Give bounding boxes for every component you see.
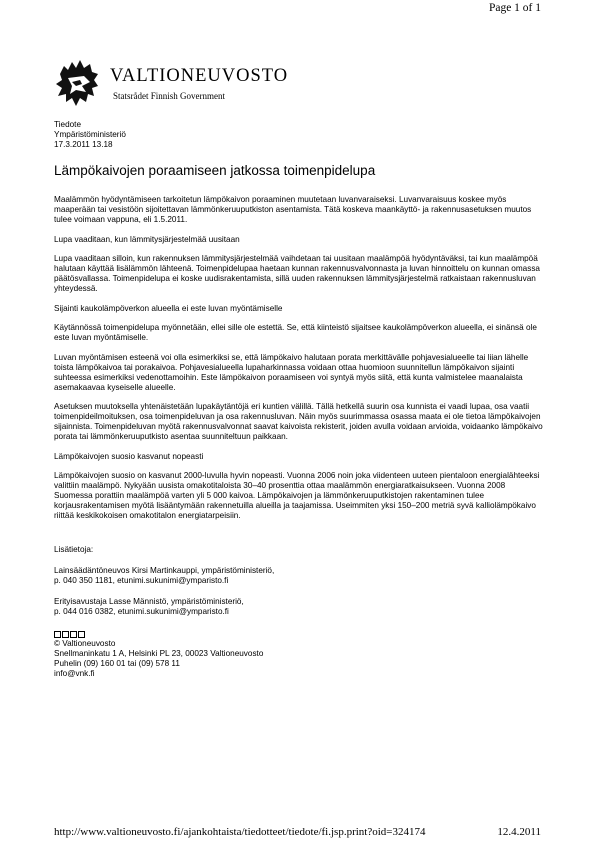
contacts-heading: Lisätietoja: bbox=[54, 545, 94, 554]
brand-name: VALTIONEUVOSTO bbox=[110, 66, 289, 86]
subheading: Lämpökaivojen suosio kasvanut nopeasti bbox=[54, 451, 204, 461]
paragraph: Maalämmön hyödyntämiseen tarkoitetun lämpökaivon poraaminen muutetaan luvanvaraiseksi. Luvanvaraisuus koskee myös maaperään tai vesistöön sijoitettavan lämmönkeruuputkiston asentamista. Tätä koskeva maankäyttö- ja rakennusasetuksen muutos tulee voimaan vappuna, eli 1.5.2011. bbox=[54, 195, 532, 224]
contact-name: Lainsäädäntöneuvos Kirsi Martinkauppi, ympäristöministeriö, bbox=[54, 566, 275, 575]
phone: Puhelin (09) 160 01 tai (09) 578 11 bbox=[54, 659, 180, 668]
subheading: Lupa vaaditaan, kun lämmitysjärjestelmää uusitaan bbox=[54, 234, 240, 244]
paragraph: Luvan myöntämisen esteenä voi olla esimerkiksi se, että lämpökaivo halutaan porata merkittävälle pohjavesialueelle tai liian lähelle toista lämpökaivoa tai porakaivoa. Pohjavesialueella lupaharkinnassa voidaan ottaa huomioon suunnitellun lämpökaivon sijainti suhteessa esimerkiksi vedenottamoihin. Este lämpökaivon poraamiseen voi syntyä myös siitä, että kunta valmistelee maanalaista asemakaavaa kyseiselle alueelle. bbox=[54, 352, 529, 392]
coat-of-arms-logo bbox=[54, 56, 102, 110]
contact-person bbox=[54, 566, 544, 586]
brand-subtitle: Statsrådet Finnish Government bbox=[113, 91, 225, 101]
contact-details: p. 044 016 0382, etunimi.sukunimi@ymparisto.fi bbox=[54, 607, 229, 616]
ministry: Ympäristöministeriö bbox=[54, 130, 126, 139]
page-number: Page 1 of 1 bbox=[488, 2, 541, 14]
subheading: Sijainti kaukolämpöverkon alueella ei este luvan myöntämiselle bbox=[54, 303, 283, 313]
lion-icon bbox=[54, 56, 102, 110]
paragraph: Lupa vaaditaan silloin, kun rakennuksen lämmitysjärjestelmää vaihdetaan tai uusitaan maalämpöä hyödyntäväksi, tai kun maalämpöä halutaan käyttää lisälämmön lähteenä. Toimenpidelupaa haetaan kunnan rakennusvalvonnasta ja luvan hinnoittelu on kunnan omassa päätösvallassa. Toimenpidelupa ei koske uudisrakentamista, sillä uuden rakennuksen lämmitysjärjestelmä ratkaistaan rakennusluvan yhteydessä. bbox=[54, 254, 540, 293]
page-title: Lämpökaivojen poraamiseen jatkossa toimenpidelupa bbox=[54, 163, 376, 178]
paragraph: Käytännössä toimenpidelupa myönnetään, ellei sille ole estettä. Se, että kiinteistö sijaitsee kaukolämpöverkon alueella, ei sinänsä ole este luvan myöntämiselle. bbox=[54, 323, 537, 342]
article-body bbox=[54, 195, 544, 531]
paragraph: Asetuksen muutoksella yhtenäistetään lupakäytäntöjä eri kuntien välillä. Tällä hetkellä suurin osa kunnista ei vaadi lupaa, osa vaatii toimenpideilmoituksen, osa toimenpideluvan ja osa rakennusluvan. Näin myös suurimmassa osassa maata ei ole tietoa lämpökaivojen sijainnista. Toimenpideluvan myötä rakennusvalvonnat saavat kaivoista rekisterit, joiden avulla voidaan arvioida, voidaanko lämpökaivo porata tai lämmönkeruuputkisto asentaa suunniteltuun paikkaan. bbox=[54, 402, 543, 441]
contacts-block bbox=[54, 545, 544, 628]
email-link[interactable]: info@vnk.fi bbox=[54, 669, 95, 678]
contact-details: p. 040 350 1181, etunimi.sukunimi@ymparisto.fi bbox=[54, 576, 229, 585]
print-url: http://www.valtioneuvosto.fi/ajankohtaista/tiedotteet/tiedote/fi.jsp.print?oid=324174 bbox=[54, 826, 426, 838]
copyright: © Valtioneuvosto bbox=[54, 639, 116, 648]
paragraph: Lämpökaivojen suosio on kasvanut 2000-luvulla hyvin nopeasti. Vuonna 2006 noin joka viidenteen uuteen pientaloon energialähteeksi valittiin maalämpö. Nykyään uusista omakotitaloista 30–40 prosenttia ottaa maalämmön energiaratkaisukseen. Vuonna 2008 Suomessa porattiin maalämpöä varten yli 5 000 kaivoa. Lämpökaivojen ja lämmönkeruuputkistojen rakentaminen tulee korjausrakentamisen myötä lisääntymään rakennetuilla alueilla ja taajamissa. Useimmiten yksi 150–200 metriä syvä kalliolämpökaivo riittää keskikokoisen omakotitalon energiatarpeisiin. bbox=[54, 471, 540, 520]
document-type: Tiedote bbox=[54, 120, 82, 129]
meta-block bbox=[54, 120, 126, 150]
decorative-boxes bbox=[54, 631, 263, 638]
organization-footer bbox=[54, 631, 263, 679]
contact-name: Erityisavustaja Lasse Männistö, ympäristöministeriö, bbox=[54, 597, 244, 606]
print-date: 12.4.2011 bbox=[497, 826, 541, 838]
contact-person bbox=[54, 597, 544, 617]
publish-datetime: 17.3.2011 13.18 bbox=[54, 140, 113, 149]
address: Snellmaninkatu 1 A, Helsinki PL 23, 00023 Valtioneuvosto bbox=[54, 649, 264, 658]
